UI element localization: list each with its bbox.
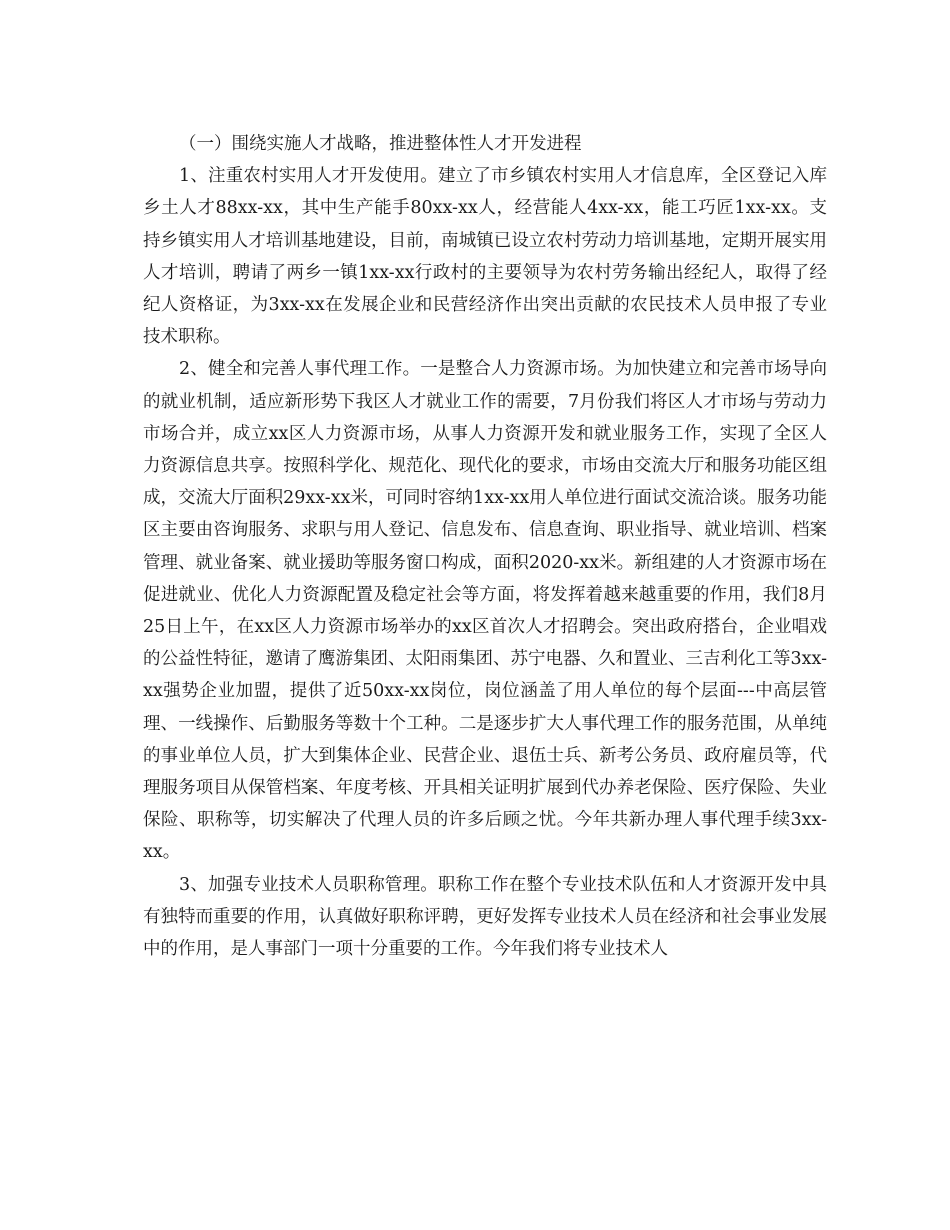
section-heading: （一）围绕实施人才战略，推进整体性人才开发进程 [179,134,582,154]
document-body [143,128,827,965]
paragraph-rural-talent: 1、注重农村实用人才开发使用。建立了市乡镇农村实用人才信息库，全区登记入库乡土人才88xx-xx，其中生产能手80xx-xx人，经营能人4xx-xx，能工巧匠1xx-xx。支持乡镇实用人才培训基地建设，目前，南城镇已设立农村劳动力培训基地，定期开展实用人才培训，聘请了两乡一镇1xx-xx行政村的主要领导为农村劳务输出经纪人，取得了经纪人资格证，为3xx-xx在发展企业和民营经济作出突出贡献的农民技术人员申报了专业技术职称。 [143,166,827,348]
paragraph-personnel-agency: 2、健全和完善人事代理工作。一是整合人力资源市场。为加快建立和完善市场导向的就业机制，适应新形势下我区人才就业工作的需要，7月份我们将区人才市场与劳动力市场合并，成立xx区人力资源市场，从事人力资源开发和就业服务工作，实现了全区人力资源信息共享。按照科学化、规范化、现代化的要求，市场由交流大厅和服务功能区组成，交流大厅面积29xx-xx米，可同时容纳1xx-xx用人单位进行面试交流洽谈。服务功能区主要由咨询服务、求职与用人登记、信息发布、信息查询、职业指导、就业培训、档案管理、就业备案、就业援助等服务窗口构成，面积2020-xx米。新组建的人才资源市场在促进就业、优化人力资源配置及稳定社会等方面，将发挥着越来越重要的作用，我们8月25日上午，在xx区人力资源市场举办的xx区首次人才招聘会。突出政府搭台，企业唱戏的公益性特征，邀请了鹰游集团、太阳雨集团、苏宁电器、久和置业、三吉利化工等3xx-xx强势企业加盟，提供了近50xx-xx岗位，岗位涵盖了用人单位的每个层面---中高层管理、一线操作、后勤服务等数十个工种。二是逐步扩大人事代理工作的服务范围，从单纯的事业单位人员，扩大到集体企业、民营企业、退伍士兵、新考公务员、政府雇员等，代理服务项目从保管档案、年度考核、开具相关证明扩展到代办养老保险、医疗保险、失业保险、职称等，切实解决了代理人员的许多后顾之忧。今年共新办理人事代理手续3xx-xx。 [143,359,827,863]
paragraph-professional-titles: 3、加强专业技术人员职称管理。职称工作在整个专业技术队伍和人才资源开发中具有独特而重要的作用，认真做好职称评聘，更好发挥专业技术人员在经济和社会事业发展中的作用，是人事部门一项十分重要的工作。今年我们将专业技术人 [143,874,827,960]
